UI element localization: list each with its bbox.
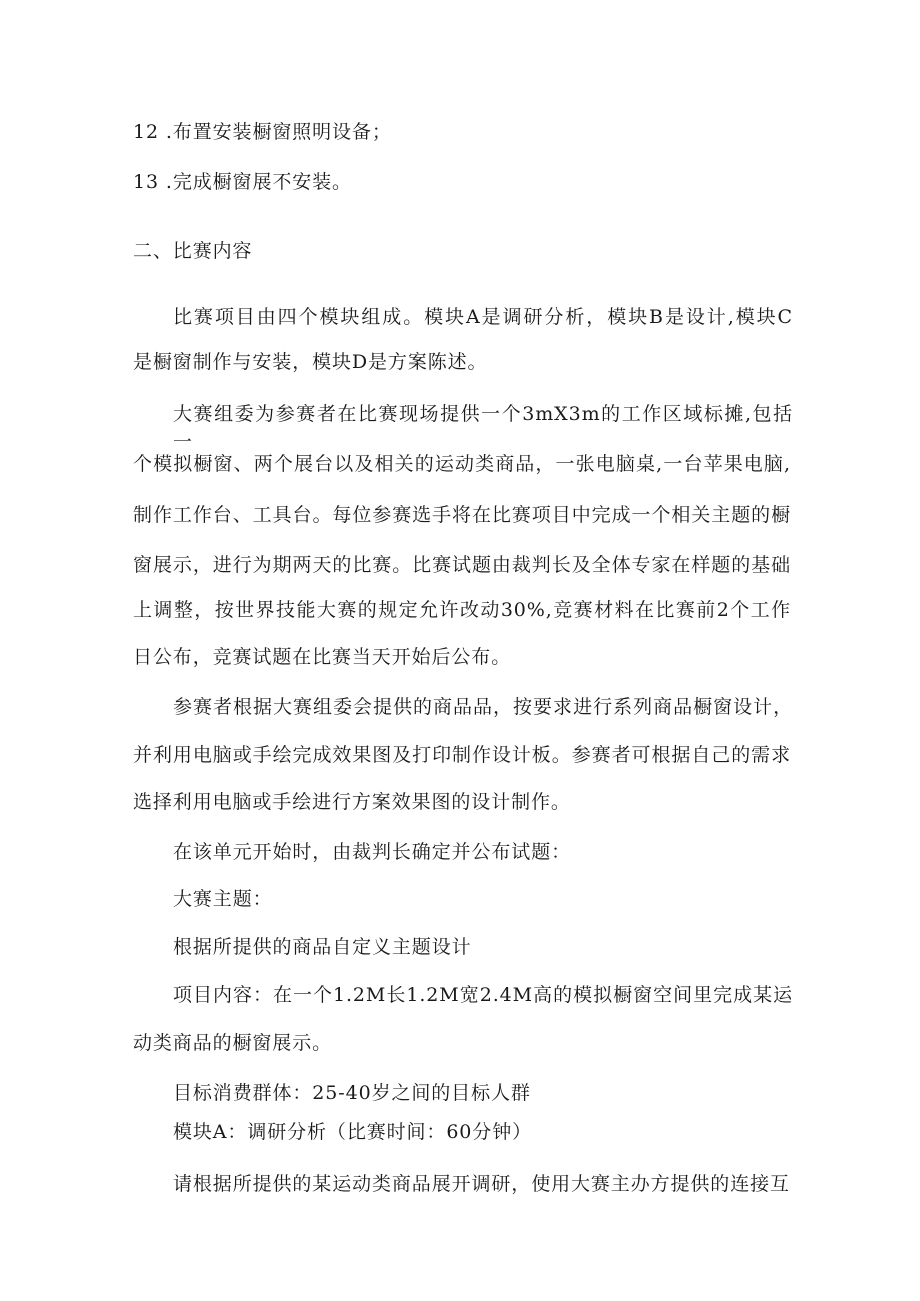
list-item-13: 13 .完成橱窗展不安装。	[133, 171, 352, 193]
project-content-line-1: 项目内容：在一个1.2M长1.2M宽2.4M高的模拟橱窗空间里完成某运	[173, 984, 793, 1006]
p1-line-1: 比赛项目由四个模块组成。模块A是调研分析，模块B是设计,模块C	[173, 306, 793, 328]
p2-line-3: 制作工作台、工具台。每位参赛选手将在比赛项目中完成一个相关主题的橱	[133, 504, 791, 526]
p2-line-5: 上调整，按世界技能大赛的规定允许改动30%,竞赛材料在比赛前2个工作	[133, 599, 791, 621]
p3-line-2: 并利用电脑或手绘完成效果图及打印制作设计板。参赛者可根据自己的需求	[133, 744, 791, 766]
p2-line-6: 日公布，竞赛试题在比赛当天开始后公布。	[133, 646, 512, 668]
p1-line-2: 是橱窗制作与安装，模块D是方案陈述。	[133, 351, 488, 373]
module-a-heading: 模块A：调研分析（比赛时间：60分钟）	[173, 1121, 532, 1143]
p4: 在该单元开始时，由裁判长确定并公布试题：	[173, 841, 572, 863]
p3-line-3: 选择利用电脑或手绘进行方案效果图的设计制作。	[133, 791, 571, 813]
p2-line-4: 窗展示，进行为期两天的比赛。比赛试题由裁判长及全体专家在样题的基础	[133, 554, 791, 576]
target-group: 目标消费群体：25-40岁之间的目标人群	[173, 1082, 531, 1104]
theme-label: 大赛主题：	[173, 888, 273, 910]
p3-line-1: 参赛者根据大赛组委会提供的商品品，按要求进行系列商品橱窗设计，	[173, 696, 793, 718]
section-heading: 二、比赛内容	[133, 240, 253, 262]
p2-line-1: 大赛组委为参赛者在比赛现场提供一个3mX3m的工作区域标摊,包括一	[173, 403, 793, 453]
p5: 请根据所提供的某运动类商品展开调研，使用大赛主办方提供的连接互	[173, 1173, 790, 1195]
theme-value: 根据所提供的商品自定义主题设计	[173, 936, 472, 958]
p2-line-2: 个模拟橱窗、两个展台以及相关的运动类商品，一张电脑桌,一台苹果电脑,	[133, 453, 791, 475]
list-item-12: 12 .布置安装橱窗照明设备；	[133, 121, 392, 143]
project-content-line-2: 动类商品的橱窗展示。	[133, 1032, 333, 1054]
